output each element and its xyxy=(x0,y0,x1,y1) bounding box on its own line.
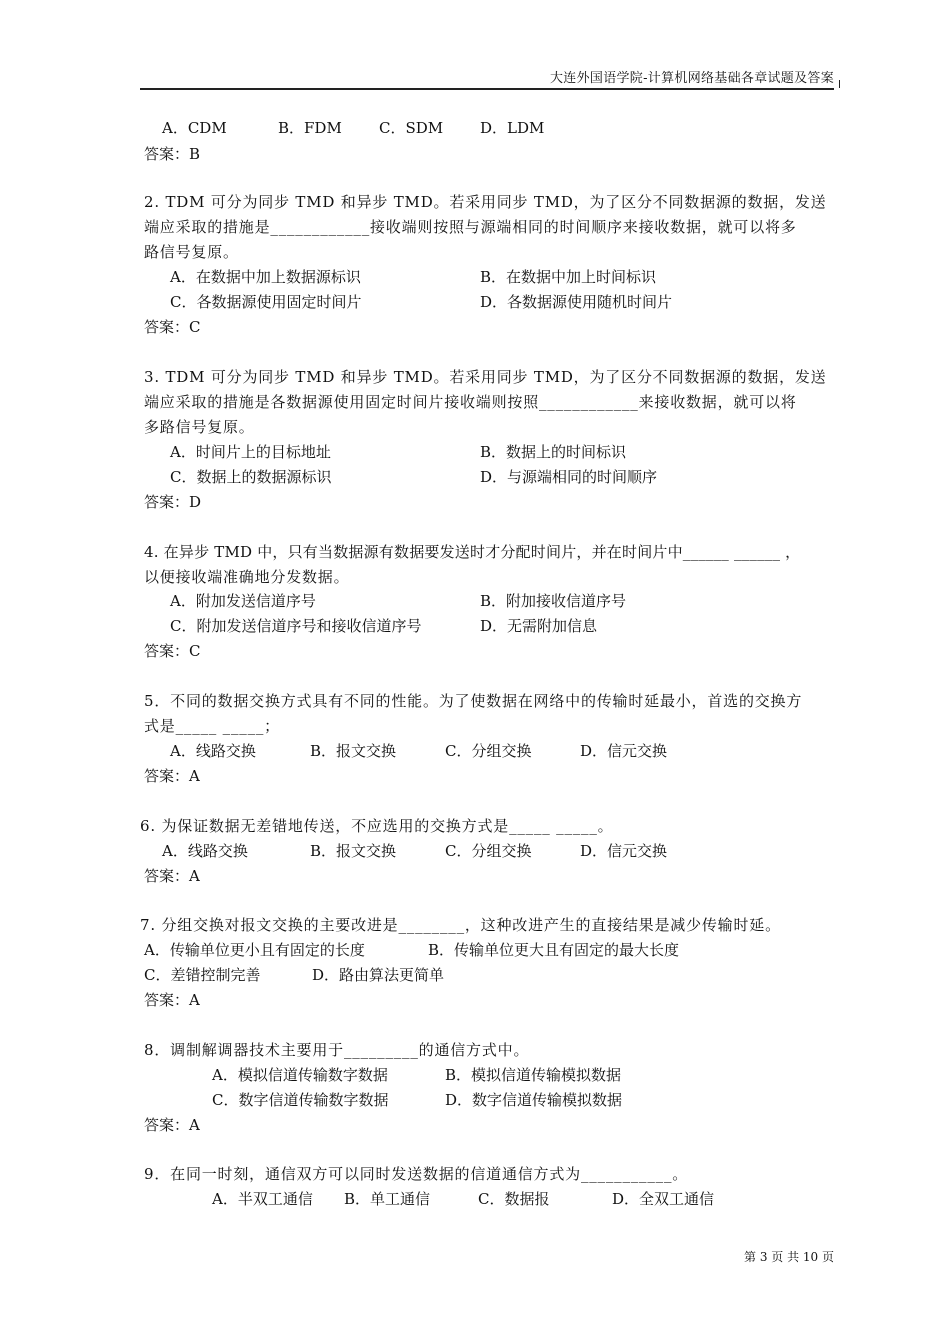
answer-line: 答案：A xyxy=(144,1116,200,1134)
option-b: B．在数据中加上时间标识 xyxy=(480,268,657,286)
question-stem-line: 端应采取的措施是各数据源使用固定时间片接收端则按照____________来接收数据，就可以将 xyxy=(144,393,797,411)
option-d: D．各数据源使用随机时间片 xyxy=(480,293,673,311)
question-stem-line: 3. TDM 可分为同步 TMD 和异步 TMD。若采用同步 TMD，为了区分不同数据源的数据，发送 xyxy=(144,368,827,386)
option-b: B．单工通信 xyxy=(344,1190,431,1208)
answer-line: 答案：A xyxy=(144,991,200,1009)
answer-line: 答案：C xyxy=(144,642,201,660)
option-b: B．报文交换 xyxy=(310,742,397,760)
question-stem-line: 路信号复原。 xyxy=(144,243,239,261)
option-d: D．信元交换 xyxy=(580,742,668,760)
question-stem-line: 多路信号复原。 xyxy=(144,418,255,436)
option-a: A．时间片上的目标地址 xyxy=(170,443,331,461)
option-b: B．FDM xyxy=(278,119,342,137)
option-c: C．各数据源使用固定时间片 xyxy=(170,293,362,311)
question-stem-line: 9．在同一时刻，通信双方可以同时发送数据的信道通信方式为___________。 xyxy=(144,1165,689,1183)
option-d: D．全双工通信 xyxy=(612,1190,715,1208)
option-d: D．与源端相同的时间顺序 xyxy=(480,468,658,486)
option-b: B．传输单位更大且有固定的最大长度 xyxy=(428,941,680,959)
option-b: B．附加接收信道序号 xyxy=(480,592,627,610)
answer-line: 答案：A xyxy=(144,767,200,785)
question-stem-line: 端应采取的措施是____________接收端则按照与源端相同的时间顺序来接收数据，就可以将多 xyxy=(144,218,797,236)
option-c: C．分组交换 xyxy=(445,742,532,760)
header-title: 大连外国语学院-计算机网络基础各章试题及答案 xyxy=(550,71,834,86)
question-stem-line: 7. 分组交换对报文交换的主要改进是________，这种改进产生的直接结果是减少传输时延。 xyxy=(140,916,781,934)
option-a: A．半双工通信 xyxy=(212,1190,313,1208)
question-stem-line: 8．调制解调器技术主要用于_________的通信方式中。 xyxy=(144,1041,530,1059)
option-a: A．在数据中加上数据源标识 xyxy=(170,268,361,286)
option-d: D．LDM xyxy=(480,119,545,137)
option-a: A．线路交换 xyxy=(170,742,256,760)
question-stem-line: 式是_____ _____； xyxy=(144,717,280,735)
option-c: C．数字信道传输数字数据 xyxy=(212,1091,389,1109)
option-c: C．分组交换 xyxy=(445,842,532,860)
option-c: C．数据上的数据源标识 xyxy=(170,468,332,486)
header-rule-tick xyxy=(839,80,840,88)
page-number: 第 3 页 共 10 页 xyxy=(744,1250,834,1264)
option-c: C．附加发送信道序号和接收信道序号 xyxy=(170,617,422,635)
option-b: B．模拟信道传输模拟数据 xyxy=(445,1066,622,1084)
question-stem-line: 4. 在异步 TMD 中，只有当数据源有数据要发送时才分配时间片，并在时间片中______ ______ ， xyxy=(144,543,801,561)
answer-line: 答案：B xyxy=(144,145,201,163)
option-b: B．数据上的时间标识 xyxy=(480,443,627,461)
answer-line: 答案：A xyxy=(144,867,200,885)
option-d: D．数字信道传输模拟数据 xyxy=(445,1091,623,1109)
option-a: A．线路交换 xyxy=(162,842,248,860)
option-d: D．路由算法更简单 xyxy=(312,966,445,984)
question-stem-line: 5．不同的数据交换方式具有不同的性能。为了使数据在网络中的传输时延最小，首选的交换方 xyxy=(144,692,803,710)
option-b: B．报文交换 xyxy=(310,842,397,860)
option-a: A．传输单位更小且有固定的长度 xyxy=(144,941,365,959)
page-header xyxy=(140,70,834,90)
option-a: A．模拟信道传输数字数据 xyxy=(212,1066,388,1084)
question-stem-line: 2. TDM 可分为同步 TMD 和异步 TMD。若采用同步 TMD，为了区分不同数据源的数据，发送 xyxy=(144,193,827,211)
option-a: A．附加发送信道序号 xyxy=(170,592,316,610)
option-c: C．数据报 xyxy=(478,1190,550,1208)
question-stem-line: 6. 为保证数据无差错地传送，不应选用的交换方式是_____ _____。 xyxy=(140,817,614,835)
question-stem-line: 以便接收端准确地分发数据。 xyxy=(144,568,350,586)
answer-line: 答案：C xyxy=(144,318,201,336)
option-a: A．CDM xyxy=(162,119,227,137)
option-d: D．无需附加信息 xyxy=(480,617,598,635)
option-d: D．信元交换 xyxy=(580,842,668,860)
option-c: C．差错控制完善 xyxy=(144,966,261,984)
option-c: C．SDM xyxy=(379,119,444,137)
answer-line: 答案：D xyxy=(144,493,202,511)
